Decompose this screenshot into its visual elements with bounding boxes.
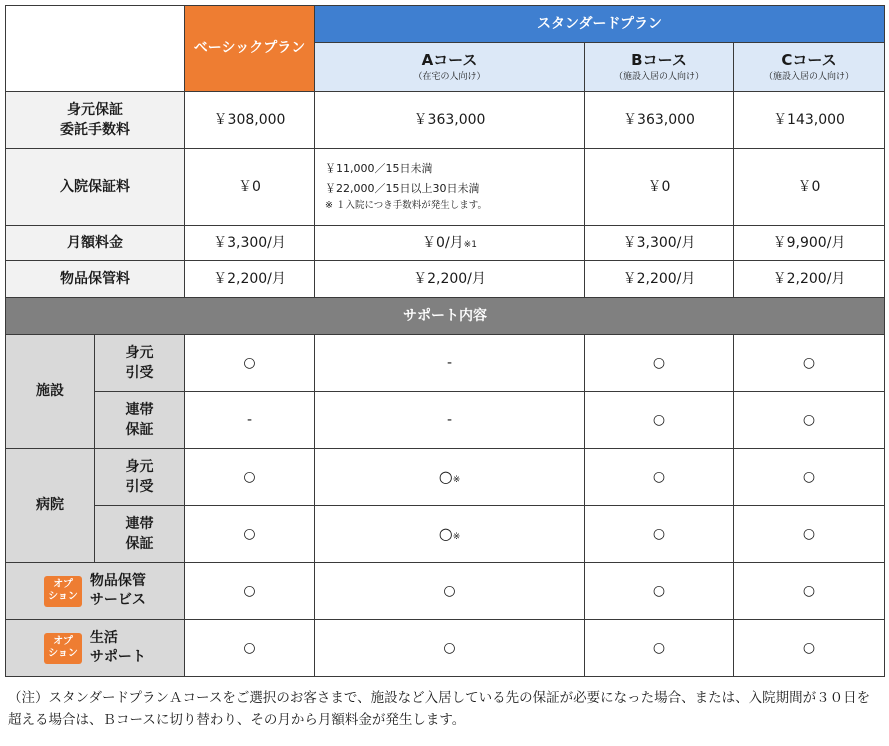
hospital-fee-a	[315, 149, 585, 226]
course-c-name: Cコース	[781, 51, 837, 70]
hospital-joint-a-value: ○	[438, 524, 453, 544]
basic-plan-header: ベーシックプラン	[185, 6, 315, 92]
course-b-name: Bコース	[631, 51, 687, 70]
option-storage-basic: ○	[185, 563, 315, 620]
hospital-joint-b: ○	[585, 506, 734, 563]
hospital-fee-c: ￥0	[734, 149, 885, 226]
course-c-sub: （施設入居の人向け）	[764, 72, 855, 83]
hospital-identity-b: ○	[585, 449, 734, 506]
facility-identity-label: 身元 引受	[95, 335, 185, 392]
guarantee-fee-b: ￥363,000	[585, 92, 734, 149]
support-section-header: サポート内容	[6, 298, 885, 335]
guarantee-fee-basic: ￥308,000	[185, 92, 315, 149]
hospital-fee-a-line2: ￥22,000／15日以上30日未満	[325, 181, 480, 195]
option-life-label: 生活 サポート	[89, 630, 146, 665]
guarantee-fee-label: 身元保証 委託手数料	[6, 92, 185, 149]
monthly-fee-b: ￥3,300/月	[585, 226, 734, 261]
guarantee-fee-a: ￥363,000	[315, 92, 585, 149]
facility-joint-a: -	[315, 392, 585, 449]
hospital-identity-a-mark: ※	[452, 475, 461, 486]
hospital-identity-label: 身元 引受	[95, 449, 185, 506]
option-storage-a: ○	[315, 563, 585, 620]
hospital-joint-label: 連帯 保証	[95, 506, 185, 563]
course-a-sub: （在宅の人向け）	[413, 72, 486, 83]
guarantee-fee-c: ￥143,000	[734, 92, 885, 149]
course-b-sub: （施設入居の人向け）	[613, 72, 704, 83]
hospital-fee-label: 入院保証料	[6, 149, 185, 226]
course-c-header	[734, 43, 885, 92]
hospital-fee-basic: ￥0	[185, 149, 315, 226]
option-life-basic: ○	[185, 620, 315, 677]
course-a-name: Aコース	[421, 51, 478, 70]
option-badge: オプ ション	[44, 633, 82, 664]
corner-cell	[6, 6, 185, 92]
option-badge: オプ ション	[44, 576, 82, 607]
hospital-joint-c: ○	[734, 506, 885, 563]
storage-fee-basic: ￥2,200/月	[185, 261, 315, 298]
storage-fee-label: 物品保管料	[6, 261, 185, 298]
option-life-a: ○	[315, 620, 585, 677]
facility-identity-a: -	[315, 335, 585, 392]
hospital-identity-a	[315, 449, 585, 506]
monthly-fee-a	[315, 226, 585, 261]
storage-fee-c: ￥2,200/月	[734, 261, 885, 298]
facility-identity-c: ○	[734, 335, 885, 392]
facility-group-label: 施設	[6, 335, 95, 449]
option-life-label-cell	[6, 620, 185, 677]
option-life-c: ○	[734, 620, 885, 677]
hospital-joint-basic: ○	[185, 506, 315, 563]
hospital-identity-basic: ○	[185, 449, 315, 506]
option-storage-label: 物品保管 サービス	[89, 573, 146, 608]
hospital-identity-c: ○	[734, 449, 885, 506]
storage-fee-a: ￥2,200/月	[315, 261, 585, 298]
standard-plan-header: スタンダードプラン	[315, 6, 885, 43]
monthly-fee-a-value: ￥0/月	[422, 234, 464, 251]
course-a-header	[315, 43, 585, 92]
monthly-fee-label: 月額料金	[6, 226, 185, 261]
hospital-joint-a-mark: ※	[452, 532, 461, 543]
monthly-fee-c: ￥9,900/月	[734, 226, 885, 261]
option-storage-b: ○	[585, 563, 734, 620]
facility-identity-b: ○	[585, 335, 734, 392]
facility-joint-label: 連帯 保証	[95, 392, 185, 449]
facility-joint-b: ○	[585, 392, 734, 449]
facility-identity-basic: ○	[185, 335, 315, 392]
monthly-fee-a-mark: ※1	[463, 239, 477, 250]
course-b-header	[585, 43, 734, 92]
storage-fee-b: ￥2,200/月	[585, 261, 734, 298]
hospital-identity-a-value: ○	[438, 467, 453, 487]
monthly-fee-basic: ￥3,300/月	[185, 226, 315, 261]
option-life-b: ○	[585, 620, 734, 677]
option-storage-c: ○	[734, 563, 885, 620]
hospital-fee-b: ￥0	[585, 149, 734, 226]
hospital-fee-a-line1: ￥11,000／15日未満	[325, 162, 433, 176]
hospital-group-label: 病院	[6, 449, 95, 563]
footer-note: （注）スタンダードプランＡコースをご選択のお客さまで、施設など入居している先の保証が必要になった場合、または、入院期間が３０日を超える場合は、Ｂコースに切り替わり、その月から月額料金が発生します。	[8, 690, 871, 728]
hospital-fee-a-note: ※ １入院につき手数料が発生します。	[325, 199, 488, 211]
facility-joint-basic: -	[185, 392, 315, 449]
plan-comparison-table	[5, 5, 885, 677]
hospital-joint-a	[315, 506, 585, 563]
facility-joint-c: ○	[734, 392, 885, 449]
option-storage-label-cell	[6, 563, 185, 620]
